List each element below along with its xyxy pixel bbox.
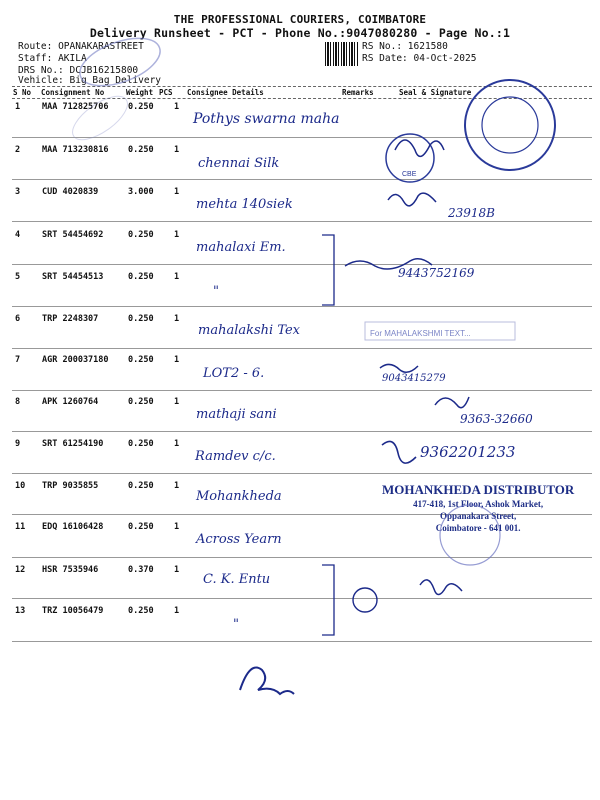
route-label: Route:: [18, 41, 53, 52]
row-sno: 3: [15, 187, 21, 197]
row-sno: 5: [15, 272, 21, 282]
row-consignment: SRT 61254190: [42, 439, 104, 449]
runsheet-subtitle: Delivery Runsheet - PCT - Phone No.:9047080280 - Page No.:1: [89, 26, 511, 40]
row-pcs: 1: [174, 230, 180, 240]
phone-handwriting: 9043415279: [382, 373, 446, 384]
row-consignment: MAA 712825706: [42, 102, 109, 112]
row-pcs: 1: [174, 314, 180, 324]
signature-icon: [382, 441, 416, 463]
rs-date-value: 04-Oct-2025: [413, 53, 477, 64]
rs-label: RS No.:: [362, 41, 403, 52]
phone-handwriting: 23918B: [448, 206, 495, 220]
consignee-handwriting: Across Yearn: [196, 532, 282, 547]
distributor-address-line2: Oppanakara Street,: [439, 511, 517, 521]
rs-date-label: RS Date:: [362, 53, 408, 64]
cbe-seal-text: CBE: [402, 171, 417, 178]
distributor-address-line1: 417-418, 1st Floor, Ashok Market,: [413, 499, 544, 509]
row-consignment: SRT 54454513: [42, 272, 104, 282]
consignee-ditto: ": [233, 617, 239, 632]
row-consignment: HSR 7535946: [42, 565, 99, 575]
consignee-handwriting: mathaji sani: [196, 407, 277, 422]
distributor-address-line3: Coimbatore - 641 001.: [435, 523, 521, 533]
distributor-name: MOHANKHEDA DISTRIBUTOR: [382, 482, 575, 497]
row-pcs: 1: [174, 565, 180, 575]
row-weight: 0.370: [128, 565, 154, 575]
row-consignment: CUD 4020839: [42, 187, 99, 197]
row-pcs: 1: [174, 102, 180, 112]
row-weight: 0.250: [128, 522, 154, 532]
circle-mark-icon: [353, 588, 377, 612]
row-weight: 0.250: [128, 314, 154, 324]
faded-stamp-icon: [66, 88, 134, 148]
row-sno: 8: [15, 397, 21, 407]
row-pcs: 1: [174, 397, 180, 407]
pothys-seal-inner-icon: [482, 97, 538, 153]
row-weight: 0.250: [128, 102, 154, 112]
signature-icon: [435, 397, 469, 408]
staff-label: Staff:: [18, 53, 53, 64]
consignee-handwriting: mahalakshi Tex: [198, 323, 301, 338]
row-consignment: TRP 2248307: [42, 314, 99, 324]
pothys-seal-icon: [465, 80, 555, 170]
col-seal-signature: Seal & Signature: [399, 88, 472, 97]
staff-value: AKILA: [58, 53, 87, 64]
vehicle-label: Vehicle:: [18, 75, 64, 86]
row-consignment: EDQ 16106428: [42, 522, 104, 532]
row-weight: 0.250: [128, 481, 154, 491]
row-sno: 1: [15, 102, 21, 112]
runsheet-signature-icon: [240, 668, 294, 695]
signature-icon: [388, 193, 436, 206]
row-consignment: TRZ 10056479: [42, 606, 104, 616]
consignee-handwriting: Ramdev c/c.: [195, 449, 276, 464]
col-remarks: Remarks: [342, 88, 374, 97]
col-consignee: Consignee Details: [187, 88, 264, 97]
consignee-handwriting: mehta 140siek: [196, 197, 293, 212]
row-consignment: AGR 200037180: [42, 355, 109, 365]
row-consignment: TRP 9035855: [42, 481, 99, 491]
consignee-handwriting: LOT2 - 6.: [203, 366, 265, 381]
company-stamp-text: For MAHALAKSHMI TEXT...: [370, 329, 471, 338]
row-weight: 0.250: [128, 439, 154, 449]
phone-handwriting: 9362201233: [420, 443, 516, 461]
signature-icon: [380, 364, 418, 372]
col-sno: S No: [13, 88, 32, 97]
row-pcs: 1: [174, 355, 180, 365]
route-value: OPANAKARASTREET: [58, 41, 144, 52]
row-weight: 3.000: [128, 187, 154, 197]
row-pcs: 1: [174, 272, 180, 282]
row-pcs: 1: [174, 187, 180, 197]
row-consignment: APK 1260764: [42, 397, 99, 407]
row-consignment: MAA 713230816: [42, 145, 109, 155]
company-title: THE PROFESSIONAL COURIERS, COIMBATORE: [173, 13, 427, 26]
rs-value: 1621580: [407, 41, 448, 52]
text-stamp-box-icon: [365, 322, 515, 340]
drs-value: DCJB16215800: [69, 65, 139, 76]
bracket-icon: [322, 565, 334, 635]
row-sno: 6: [15, 314, 21, 324]
vehicle-value: Big Bag Delivery: [69, 75, 162, 86]
consignee-handwriting: Mohankheda: [196, 489, 282, 504]
row-sno: 13: [15, 606, 26, 616]
col-pcs: PCS: [159, 88, 173, 97]
row-sno: 7: [15, 355, 21, 365]
row-weight: 0.250: [128, 230, 154, 240]
row-pcs: 1: [174, 439, 180, 449]
row-pcs: 1: [174, 606, 180, 616]
row-sno: 4: [15, 230, 21, 240]
row-sno: 2: [15, 145, 21, 155]
row-pcs: 1: [174, 522, 180, 532]
row-weight: 0.250: [128, 145, 154, 155]
row-sno: 11: [15, 522, 26, 532]
distributor-seal-icon: [440, 505, 500, 565]
drs-label: DRS No.:: [18, 65, 64, 76]
col-consignment: Consignment No: [41, 88, 105, 97]
row-weight: 0.250: [128, 397, 154, 407]
row-consignment: SRT 54454692: [42, 230, 104, 240]
row-weight: 0.250: [128, 355, 154, 365]
row-pcs: 1: [174, 145, 180, 155]
consignee-handwriting: chennai Silk: [198, 156, 280, 171]
bracket-icon: [322, 235, 334, 305]
signature-icon: [345, 259, 432, 269]
row-sno: 12: [15, 565, 26, 575]
col-weight: Weight: [126, 88, 154, 97]
consignee-handwriting: mahalaxi Em.: [196, 240, 286, 255]
row-pcs: 1: [174, 481, 180, 491]
signature-icon: [420, 580, 462, 595]
consignee-handwriting: C. K. Entu: [203, 572, 271, 587]
consignee-ditto: ": [213, 284, 219, 299]
phone-handwriting: 9363-32660: [460, 412, 533, 426]
row-sno: 10: [15, 481, 26, 491]
row-weight: 0.250: [128, 606, 154, 616]
signature-icon: [395, 140, 444, 156]
header-stamp-icon: [74, 29, 167, 95]
row-weight: 0.250: [128, 272, 154, 282]
consignee-handwriting: Pothys swarna maha: [193, 111, 340, 127]
phone-handwriting: 9443752169: [398, 266, 475, 280]
row-sno: 9: [15, 439, 21, 449]
